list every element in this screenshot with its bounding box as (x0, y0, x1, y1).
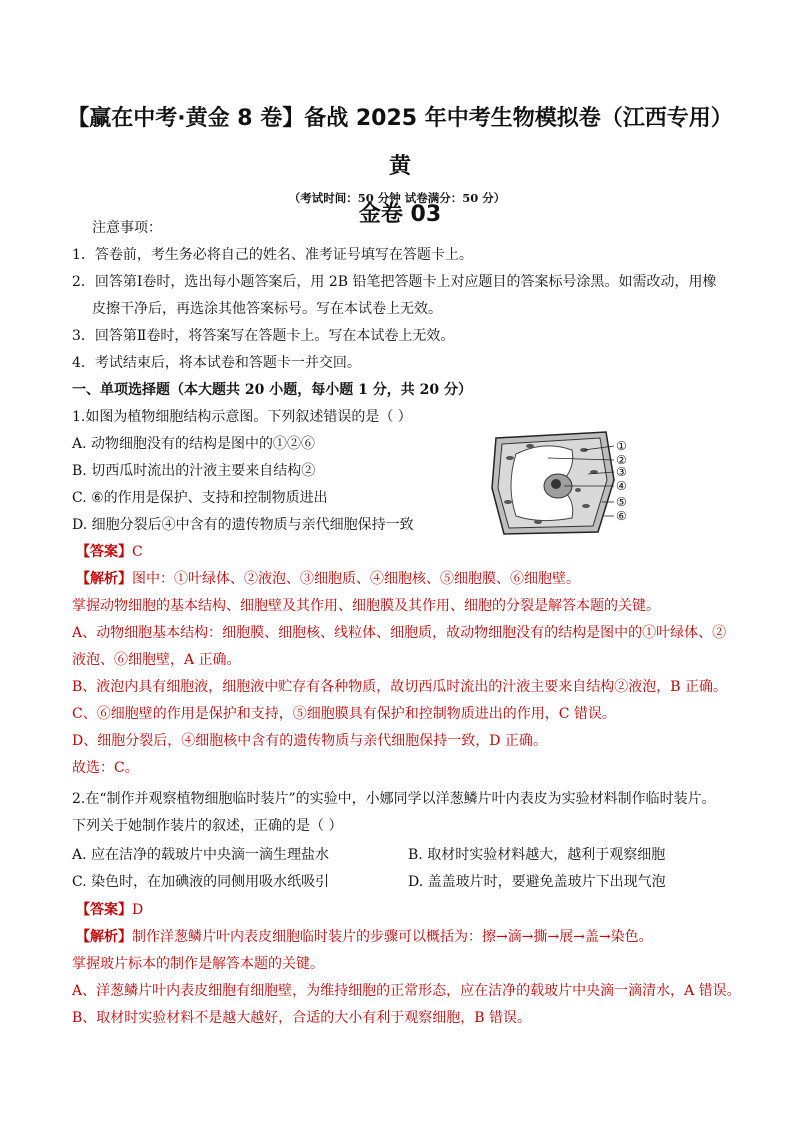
notice-item-3: 3．回答第Ⅱ卷时，将答案写在答题卡上。写在本试卷上无效。 (72, 328, 455, 344)
label-1: ① (616, 439, 627, 453)
q1-analysis-line-5: B、液泡内具有细胞液，细胞液中贮存有各种物质，故切西瓜时流出的汁液主要来自结构②液泡，B 正确。 (72, 679, 728, 695)
page-title (60, 95, 740, 239)
label-6: ⑥ (616, 509, 627, 523)
analysis-tag: 【解析】 (76, 571, 132, 587)
q2-answer (76, 900, 143, 920)
q2-answer-value: D (132, 902, 144, 918)
q2-option-a: A. 应在洁净的载玻片中央滴一滴生理盐水 (72, 847, 330, 863)
nucleolus-shape (551, 479, 561, 489)
q1-analysis-line-7: D、细胞分裂后，④细胞核中含有的遗传物质与亲代细胞保持一致，D 正确。 (72, 733, 547, 749)
q1-option-d: D. 细胞分裂后④中含有的遗传物质与亲代细胞保持一致 (72, 517, 414, 533)
answer-tag: 【答案】 (76, 544, 132, 560)
q2-analysis-line-2: 掌握玻片标本的制作是解答本题的关键。 (72, 956, 324, 972)
notice-item-2: 2．回答第Ⅰ卷时，选出每小题答案后，用 2B 铅笔把答题卡上对应题目的答案标号涂黑。如需改动，用橡 (72, 274, 717, 290)
q1-option-a: A. 动物细胞没有的结构是图中的①②⑥ (72, 436, 316, 452)
q2-option-b: B. 取材时实验材料越大，越利于观察细胞 (408, 847, 666, 863)
analysis-tag: 【解析】 (76, 929, 132, 945)
q1-analysis-line-3: A、动物细胞基本结构：细胞膜、细胞核、线粒体、细胞质，故动物细胞没有的结构是图中的①叶绿体、② (72, 625, 727, 641)
q2-analysis-line-1: 【解析】制作洋葱鳞片叶内表皮细胞临时装片的步骤可以概括为：擦→滴→撕→展→盖→染色。 (76, 929, 653, 945)
q2-analysis-line-4: B、取材时实验材料不是越大越好，合适的大小有利于观察细胞，B 错误。 (72, 1010, 532, 1026)
answer-tag: 【答案】 (76, 902, 132, 918)
q2-option-d: D. 盖盖玻片时，要避免盖玻片下出现气泡 (408, 874, 666, 890)
q1-answer-value: C (132, 544, 143, 560)
notice-item-1: 1．答卷前，考生务必将自己的姓名、准考证号填写在答题卡上。 (72, 247, 473, 263)
q2-stem-line-1: 2.在“制作并观察植物细胞临时装片”的实验中，小娜同学以洋葱鳞片叶内表皮为实验材料制作临时装片。 (72, 791, 716, 807)
q2-option-c: C. 染色时，在加碘液的同侧用吸水纸吸引 (72, 874, 330, 890)
notice-item-2-cont: 皮擦干净后，再选涂其他答案标号。写在本试卷上无效。 (92, 301, 442, 317)
q1-analysis-line-6: C、⑥细胞壁的作用是保护和支持，⑤细胞膜具有保护和控制物质进出的作用，C 错误。 (72, 706, 616, 722)
q1-analysis-line-8: 故选：C。 (72, 760, 139, 776)
q1-answer (76, 542, 143, 562)
label-3: ③ (616, 465, 627, 479)
title-line-2: 金卷 03 (358, 202, 442, 227)
q1-option-b: B. 切西瓜时流出的汁液主要来自结构② (72, 463, 316, 479)
q2-analysis-line-3: A、洋葱鳞片叶内表皮细胞有细胞壁，为维持细胞的正常形态，应在洁净的载玻片中央滴一滴清水，A 错误。 (72, 983, 741, 999)
exam-info: （考试时间：50 分钟 试卷满分：50 分） (288, 191, 506, 205)
q1-stem: 1.如图为植物细胞结构示意图。下列叙述错误的是（ ） (72, 409, 412, 425)
label-5: ⑤ (616, 495, 627, 509)
q1-analysis-line-2: 掌握动物细胞的基本结构、细胞壁及其作用、细胞膜及其作用、细胞的分裂是解答本题的关键。 (72, 598, 660, 614)
label-2: ② (616, 453, 627, 467)
label-4: ④ (616, 479, 627, 493)
q1-analysis-line-4: 液泡、⑥细胞壁，A 正确。 (72, 652, 241, 668)
q1-option-c: C. ⑥的作用是保护、支持和控制物质进出 (72, 490, 328, 506)
q1-analysis-line-1: 【解析】图中：①叶绿体、②液泡、③细胞质、④细胞核、⑤细胞膜、⑥细胞壁。 (76, 571, 580, 587)
section-heading: 一、单项选择题（本大题共 20 小题，每小题 1 分，共 20 分） (72, 382, 472, 398)
q2-stem-line-2: 下列关于她制作装片的叙述，正确的是（ ） (72, 818, 343, 834)
notice-heading: 注意事项： (92, 220, 162, 236)
title-line-1: 【赢在中考·黄金 8 卷】备战 2025 年中考生物模拟卷（江西专用）黄 (67, 106, 733, 179)
plant-cell-diagram (488, 428, 638, 538)
notice-item-4: 4．考试结束后，将本试卷和答题卡一并交回。 (72, 355, 361, 371)
